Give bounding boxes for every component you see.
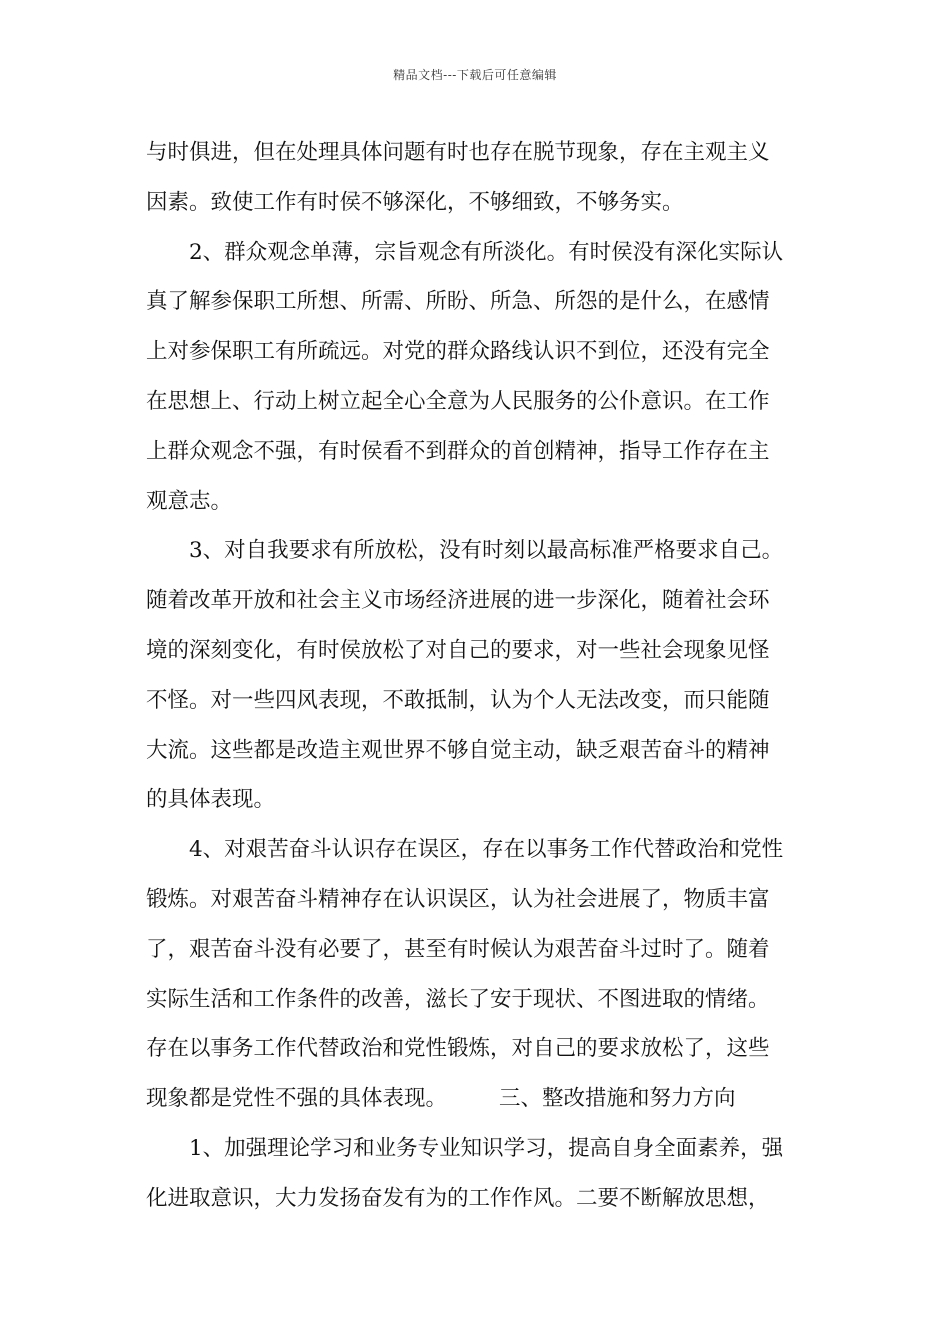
text-line: 存在以事务工作代替政治和党性锻炼，对自己的要求放松了，这些 xyxy=(146,1036,770,1062)
text-line: 了，艰苦奋斗没有必要了，甚至有时候认为艰苦奋斗过时了。随着 xyxy=(146,936,770,962)
text-line: 大流。这些都是改造主观世界不够自觉主动，缺乏艰苦奋斗的精神 xyxy=(146,737,770,763)
text-line-with-heading xyxy=(146,1074,811,1124)
text-line: 真了解参保职工所想、所需、所盼、所急、所怨的是什么，在感情 xyxy=(146,289,770,315)
text-line: 观意志。 xyxy=(146,488,233,514)
text-line: 不怪。对一些四风表现，不敢抵制，认为个人无法改变，而只能随 xyxy=(146,687,770,713)
section-heading: 三、整改措施和努力方向 xyxy=(499,1086,736,1112)
text-line: 与时俱进，但在处理具体问题有时也存在脱节现象，存在主观主义 xyxy=(146,140,770,165)
text-line: 上群众观念不强，有时侯看不到群众的首创精神，指导工作存在主 xyxy=(146,438,770,464)
paragraph-start-line: 1、加强理论学习和业务专业知识学习，提高自身全面素养，强 xyxy=(189,1135,784,1161)
paragraph-start-line: 2、群众观念单薄，宗旨观念有所淡化。有时侯没有深化实际认 xyxy=(189,239,784,265)
text-line: 实际生活和工作条件的改善，滋长了安于现状、不图进取的情绪。 xyxy=(146,986,770,1012)
paragraph-start-line: 3、对自我要求有所放松，没有时刻以最高标准严格要求自己。 xyxy=(189,538,784,564)
text-line: 因素。致使工作有时侯不够深化，不够细致，不够务实。 xyxy=(146,189,684,215)
text-segment: 现象都是党性不强的具体表现。 xyxy=(146,1086,448,1112)
document-body xyxy=(146,128,811,1224)
paragraph-start-line: 4、对艰苦奋斗认识存在误区，存在以事务工作代替政治和党性 xyxy=(189,837,784,863)
text-line: 上对参保职工有所疏远。对党的群众路线认识不到位，还没有完全 xyxy=(146,339,770,365)
text-line: 的具体表现。 xyxy=(146,787,276,813)
text-line: 境的深刻变化，有时侯放松了对自己的要求，对一些社会现象见怪 xyxy=(146,637,770,663)
text-line: 在思想上、行动上树立起全心全意为人民服务的公仆意识。在工作 xyxy=(146,388,770,414)
text-line: 随着改革开放和社会主义市场经济进展的进一步深化，随着社会环 xyxy=(146,588,770,614)
text-line: 化进取意识，大力发扬奋发有为的工作作风。二要不断解放思想， xyxy=(146,1185,770,1211)
page-header: 精品文档---下载后可任意编辑 xyxy=(393,68,557,82)
text-line: 锻炼。对艰苦奋斗精神存在认识误区，认为社会进展了，物质丰富 xyxy=(146,886,770,912)
